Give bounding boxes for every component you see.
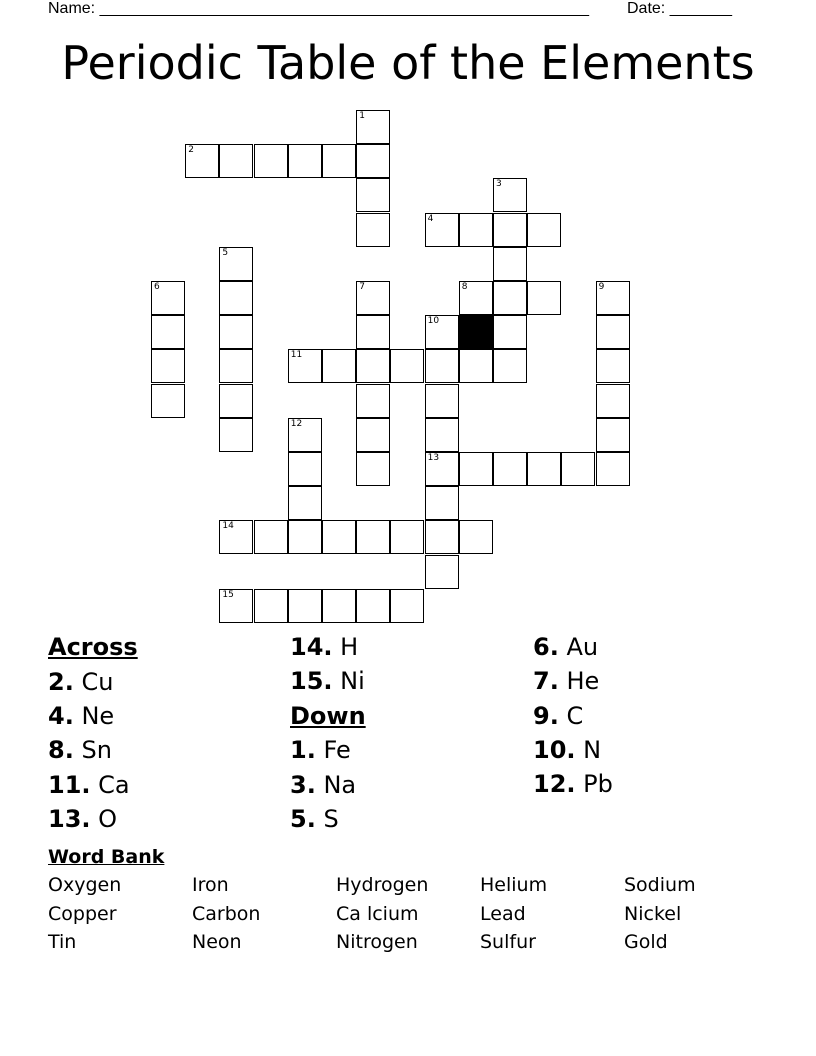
grid-cell[interactable] [322,144,356,178]
grid-cell[interactable] [219,384,253,418]
clue-text: Na [323,771,357,799]
grid-cell[interactable] [596,418,630,452]
grid-cell[interactable] [254,144,288,178]
clue-text: S [323,805,339,833]
word-bank-title: Word Bank [48,846,165,868]
grid-cell[interactable] [288,452,322,486]
clue-text: Ca [98,771,130,799]
grid-cell[interactable] [322,589,356,623]
cell-number: 5 [222,247,229,258]
clue-number: 10. [533,736,576,764]
word-bank-item: Nickel [624,903,682,925]
grid-cell[interactable] [425,213,459,247]
grid-cell[interactable] [493,452,527,486]
grid-cell[interactable] [254,520,288,554]
grid-cell[interactable] [356,213,390,247]
cell-number: 1 [359,111,365,121]
word-bank-item: Ca lcium [336,903,419,925]
grid-cell[interactable] [288,486,322,520]
clue-down-10 [533,735,601,765]
grid-cell[interactable] [596,452,630,486]
grid-cell[interactable] [459,520,493,554]
date-field[interactable]: Date: _______ [627,0,732,17]
clue-number: 6. [533,633,559,661]
grid-cell[interactable] [596,281,630,315]
grid-cell[interactable] [493,281,527,315]
grid-cell[interactable] [288,589,322,623]
page-title: Periodic Table of the Elements [61,36,755,90]
grid-cell[interactable] [390,520,424,554]
grid-cell[interactable] [459,452,493,486]
grid-cell[interactable] [356,281,390,315]
clue-text: Ne [81,702,115,730]
clue-down-9 [533,701,583,731]
grid-cell[interactable] [219,418,253,452]
cell-number: 9 [598,282,605,292]
grid-cell[interactable] [425,384,459,418]
grid-cell[interactable] [390,349,424,383]
word-bank-item: Lead [480,903,526,925]
grid-cell[interactable] [425,418,459,452]
clue-number: 13. [48,805,91,833]
word-bank-item: Gold [624,931,668,953]
black-cell [459,315,493,349]
word-bank-item: Hydrogen [336,874,429,896]
clue-text: O [98,805,118,833]
grid-cell[interactable] [493,247,527,281]
grid-cell[interactable] [596,349,630,383]
grid-cell[interactable] [288,520,322,554]
word-bank-item: Carbon [192,903,261,925]
clue-down-5 [290,804,339,834]
grid-cell[interactable] [219,315,253,349]
clue-text: H [340,633,359,661]
grid-cell[interactable] [288,349,322,383]
cell-number: 11 [290,350,303,361]
grid-cell[interactable] [425,555,459,589]
grid-cell[interactable] [493,213,527,247]
clue-across-13 [48,804,117,834]
grid-cell[interactable] [493,315,527,349]
cell-number: 6 [154,282,160,292]
clue-number: 11. [48,771,91,799]
clue-down-12 [533,769,613,799]
grid-cell[interactable] [459,213,493,247]
clue-across-14 [290,632,358,662]
grid-cell[interactable] [356,349,390,383]
cell-number: 8 [461,282,468,292]
grid-cell[interactable] [356,452,390,486]
clue-across-15 [290,666,365,696]
down-heading: Down [290,702,366,730]
clue-down-7 [533,666,599,696]
clue-number: 14. [290,633,333,661]
clue-across-4 [48,701,114,731]
grid-cell[interactable] [151,349,185,383]
grid-cell[interactable] [219,247,253,281]
clue-number: 2. [48,668,74,696]
word-bank-item: Nitrogen [336,931,418,953]
cell-number: 7 [359,282,365,292]
grid-cell[interactable] [425,349,459,383]
clue-text: Ni [340,667,365,695]
clue-number: 5. [290,805,316,833]
clue-down-3 [290,770,356,800]
grid-cell[interactable] [425,520,459,554]
grid-cell[interactable] [219,281,253,315]
clue-text: Pb [583,770,613,798]
grid-cell[interactable] [390,589,424,623]
grid-cell[interactable] [151,384,185,418]
clue-across-2 [48,667,113,697]
grid-cell[interactable] [219,144,253,178]
clue-number: 12. [533,770,576,798]
clue-text: Cu [81,668,114,696]
clue-text: Au [566,633,599,661]
grid-cell[interactable] [254,589,288,623]
cell-number: 13 [427,453,440,463]
clue-number: 3. [290,771,316,799]
cell-number: 10 [427,316,440,327]
grid-cell[interactable] [356,384,390,418]
grid-cell[interactable] [527,213,561,247]
grid-cell[interactable] [288,418,322,452]
grid-cell[interactable] [185,144,219,178]
grid-cell[interactable] [425,452,459,486]
grid-cell[interactable] [493,349,527,383]
grid-cell[interactable] [596,384,630,418]
cell-number: 12 [290,418,303,429]
grid-cell[interactable] [219,589,253,623]
grid-cell[interactable] [151,281,185,315]
grid-cell[interactable] [219,349,253,383]
word-bank-item: Oxygen [48,874,122,896]
grid-cell[interactable] [425,486,459,520]
cell-number: 15 [222,589,234,600]
grid-cell[interactable] [356,520,390,554]
grid-cell[interactable] [527,452,561,486]
grid-cell[interactable] [356,110,390,144]
clue-text: C [566,702,584,730]
clue-down-6 [533,632,598,662]
word-bank-item: Sodium [624,874,696,896]
clue-number: 4. [48,702,74,730]
grid-cell[interactable] [356,418,390,452]
grid-cell[interactable] [151,315,185,349]
grid-cell[interactable] [596,315,630,349]
word-bank-item: Tin [48,931,77,953]
clue-number: 8. [48,736,74,764]
clue-number: 7. [533,667,559,695]
clue-number: 9. [533,702,559,730]
word-bank-item: Neon [192,931,242,953]
grid-cell[interactable] [356,589,390,623]
name-field[interactable]: Name: _______________________________________________________ [48,0,589,17]
clue-number: 15. [290,667,333,695]
grid-cell[interactable] [527,281,561,315]
cell-number: 4 [427,213,434,224]
grid-cell[interactable] [356,144,390,178]
clue-text: He [566,667,600,695]
clue-down-1 [290,735,351,765]
grid-cell[interactable] [322,520,356,554]
clue-text: Fe [323,736,351,764]
clue-number: 1. [290,736,316,764]
grid-cell[interactable] [219,520,253,554]
word-bank-item: Helium [480,874,548,896]
grid-cell[interactable] [459,281,493,315]
grid-cell[interactable] [493,178,527,212]
grid-cell[interactable] [356,315,390,349]
word-bank-item: Copper [48,903,117,925]
across-heading: Across [48,633,138,661]
grid-cell[interactable] [459,349,493,383]
grid-cell[interactable] [288,144,322,178]
cell-number: 2 [188,145,194,156]
word-bank-item: Sulfur [480,931,536,953]
grid-cell[interactable] [425,315,459,349]
clue-text: Sn [81,736,112,764]
grid-cell[interactable] [322,349,356,383]
clue-across-8 [48,735,112,765]
grid-cell[interactable] [561,452,595,486]
word-bank-item: Iron [192,874,229,896]
cell-number: 14 [222,521,234,532]
clue-text: N [583,736,602,764]
cell-number: 3 [496,179,502,190]
clue-across-11 [48,770,130,800]
grid-cell[interactable] [356,178,390,212]
